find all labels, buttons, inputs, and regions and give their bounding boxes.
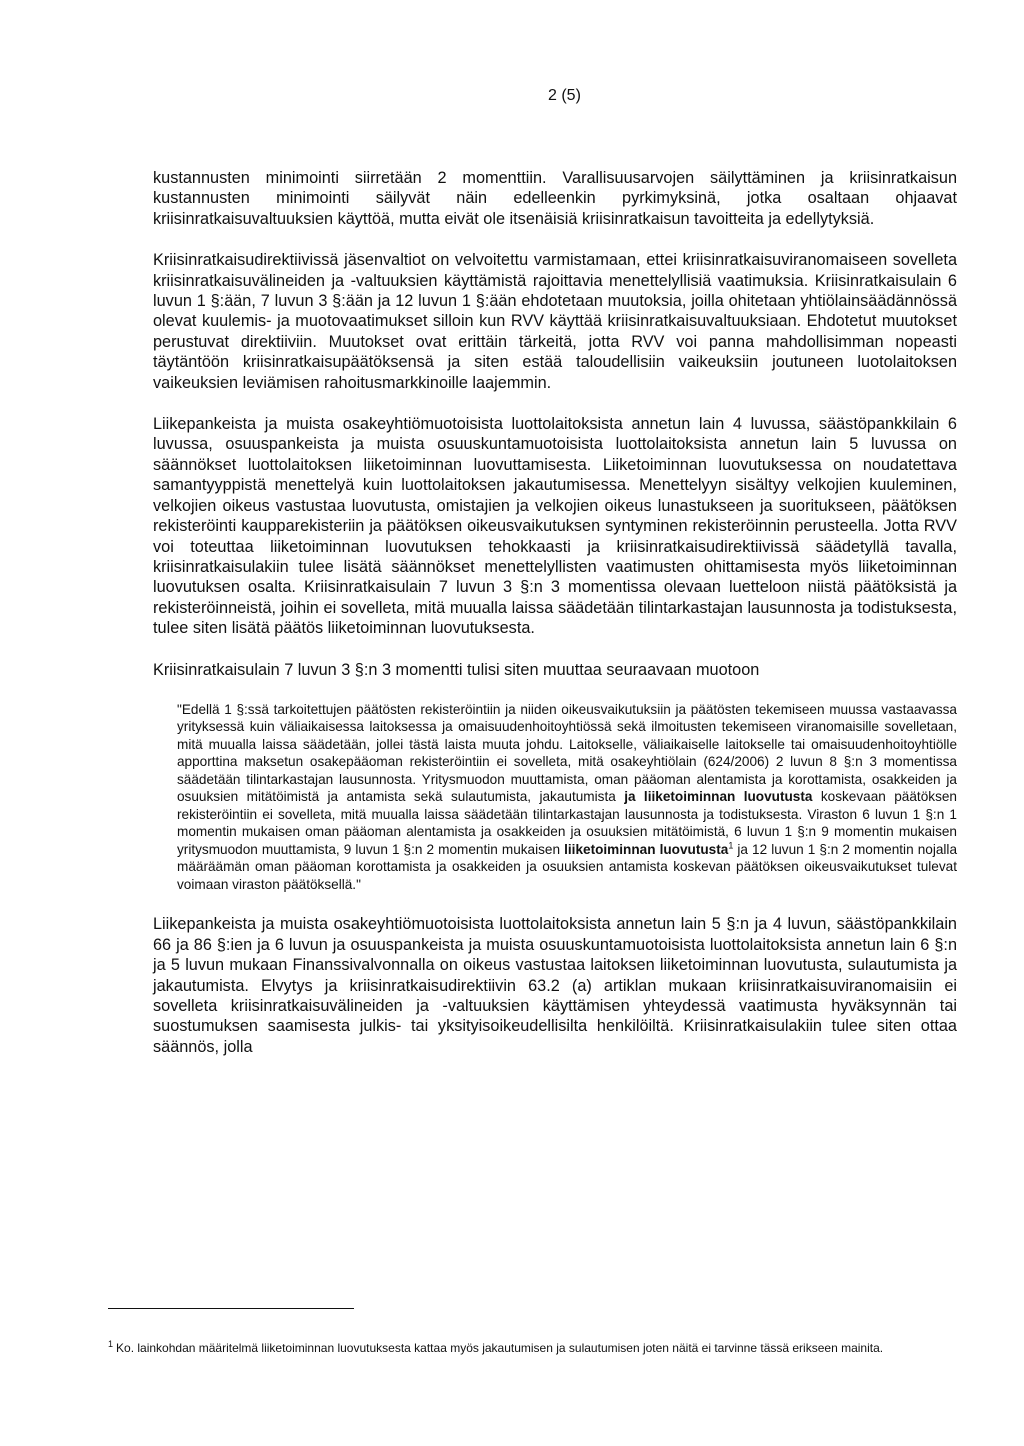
quoted-amendment xyxy=(177,701,957,894)
quote-text-1: "Edellä 1 §:ssä tarkoitettujen päätösten rekisteröintiin ja niiden oikeusvaikutuksiin ja päätösten tekemiseen muussa vastaavassa yrityksessä kuin väliaikaisessa laitoksessa ja omaisuudenhoitoyhtiössä sekä ilmoitusten tekemiseen viranomaisille sovelletaan, mitä muualla laissa säädetään, jollei tästä laista muuta johdu. Laitokselle, väliaikaiselle laitokselle tai omaisuudenhoitoyhtiölle apporttina maksetun osakepääoman rekisteröintiin ei sovelleta, mitä osakeyhtiölain (624/2006) 2 luvun 8 §:n 3 momentissa säädetään tilintarkastajan lausunnosta. Yritysmuodon muuttamista, oman pääoman alentamista ja korottamista, osakkeiden ja osuuksien mitätöimistä ja antamista sekä sulautumista, jakautumista xyxy=(177,701,957,805)
footnote-marker: 1 xyxy=(108,1339,114,1349)
paragraph-3: Liikepankeista ja muista osakeyhtiömuotoisista luottolaitoksista annetun lain 4 luvussa, säästöpankkilain 6 luvussa, osuuspankeista ja muista osuuskuntamuotoisista luottolaitoksista annetun lain 5 luvussa on säännökset luottolaitoksen liiketoiminnan luovuttamisesta. Liiketoiminnan luovutuksessa on noudatettava samantyyppistä menettelyä kuin luottolaitoksen jakautumisessa. Menettelyyn sisältyy velkojien kuuleminen, velkojien oikeus vastustaa luovutusta, omistajien ja velkojien oikeus lunastukseen ja suoritukseen, päätöksen rekisteröinti kaupparekisteriin ja päätöksen oikeusvaikutuksen syntyminen rekisteröinnin perusteella. Jotta RVV voi toteuttaa liiketoiminnan luovutuksen tehokkaasti ja kriisinratkaisudirektiivissä säädetyllä tavalla, kriisinratkaisulakiin tulee lisätä säännökset menettelyllisten vaatimusten ohittamisesta myös liiketoiminnan luovutuksen osalta. Kriisinratkaisulain 7 luvun 3 §:n 3 momentissa olevaan luetteloon niistä päätöksistä ja rekisteröinneistä, joihin ei sovelleta, mitä muualla laissa säädetään tilintarkastajan lausunnosta ja todistuksesta, tulee siten lisätä päätös liiketoiminnan luovutuksesta. xyxy=(153,415,957,638)
page-number: 2 (5) xyxy=(548,87,581,104)
footnote xyxy=(108,1340,946,1357)
body-text xyxy=(153,168,957,1078)
paragraph-1: kustannusten minimointi siirretään 2 momenttiin. Varallisuusarvojen säilyttäminen ja kriisinratkaisun kustannusten minimointi säilyvät näin edelleenkin pyrkimyksinä, jotka osaltaan ohjaavat kriisinratkaisuvaltuuksien käyttöä, mutta eivät ole itsenäisiä kriisinratkaisun tavoitteita ja edellytyksiä. xyxy=(153,169,957,228)
footnote-separator xyxy=(108,1308,354,1309)
quote-bold-1: ja liiketoiminnan luovutusta xyxy=(624,789,813,805)
paragraph-5: Liikepankeista ja muista osakeyhtiömuotoisista luottolaitoksista annetun lain 5 §:n ja 4 luvun, säästöpankkilain 66 ja 86 §:ien ja 6 luvun ja osuuspankeista ja muista osuuskuntamuotoisista luottolaitoksista annetun lain 6 §:n ja 5 luvun mukaan Finanssivalvonnalla on oikeus vastustaa laitoksen liiketoiminnan luovutusta, sulautumista ja jakautumista. Elvytys ja kriisinratkaisudirektiivin 63.2 (a) artiklan mukaan kriisinratkaisuviranomaisiin ei sovelleta kriisinratkaisuvälineiden ja -valtuuksien käyttämisen yhteydessä vaatimusta hyväksynnän tai suostumuksen saamisesta julkis- tai yksityisoikeudellisilta henkilöiltä. Kriisinratkaisulakiin tulee siten ottaa säännös, jolla xyxy=(153,915,957,1056)
quote-text-2: koskevaan päätöksen rekisteröintiin ei sovelleta, mitä muualla laissa säädetään tilintarkastajan lausunnosta ja todistuksesta. Viraston 6 luvun 1 §:n 1 momentin mukaisen oman pääoman alentamista ja osakkeiden ja osuuksien mitätöimistä, 6 luvun 1 §:n 9 momentin mukaisen yritysmuodon muuttamista, 9 luvun 1 §:n 2 momentin mukaisen xyxy=(177,789,957,857)
quote-text-3: ja 12 luvun 1 §:n 2 momentin nojalla määräämän oman pääoman korottamista ja osakkeiden ja osuuksien antamista koskevan päätöksen oikeusvaikutukset tulevat voimaan viraston päätöksellä." xyxy=(177,841,957,892)
paragraph-4: Kriisinratkaisulain 7 luvun 3 §:n 3 momentti tulisi siten muuttaa seuraavaan muotoon xyxy=(153,660,760,679)
footnote-reference: 1 xyxy=(728,840,734,851)
paragraph-2: Kriisinratkaisudirektiivissä jäsenvaltiot on velvoitettu varmistamaan, ettei kriisinratkaisuviranomaiseen sovelleta kriisinratkaisuvälineiden ja -valtuuksien käyttämistä rajoittavia menettelyllisiä vaatimuksia. Kriisinratkaisulain 6 luvun 1 §:ään, 7 luvun 3 §:ään ja 12 luvun 1 §:ään ehdotetaan muutoksia, joilla ohitetaan yhtiölainsäädännössä olevat kuulemis- ja muotovaatimukset silloin kun RVV käyttää kriisinratkaisuvaltuuksiaan. Ehdotetut muutokset perustuvat direktiiviin. Muutokset ovat erittäin tärkeitä, jotta RVV voi panna mahdollisimman nopeasti täytäntöön kriisinratkaisupäätöksensä ja siten estää taloudellisiin vaikeuksiin joutuneen luotolaitoksen vaikeuksien leviämisen rahoitusmarkkinoille laajemmin. xyxy=(153,251,957,392)
quote-bold-2: liiketoiminnan luovutusta xyxy=(564,841,729,857)
footnote-text: Ko. lainkohdan määritelmä liiketoiminnan luovutuksesta kattaa myös jakautumisen ja sulautumisen joten näitä ei tarvinne tässä erikseen mainita. xyxy=(116,1341,884,1355)
